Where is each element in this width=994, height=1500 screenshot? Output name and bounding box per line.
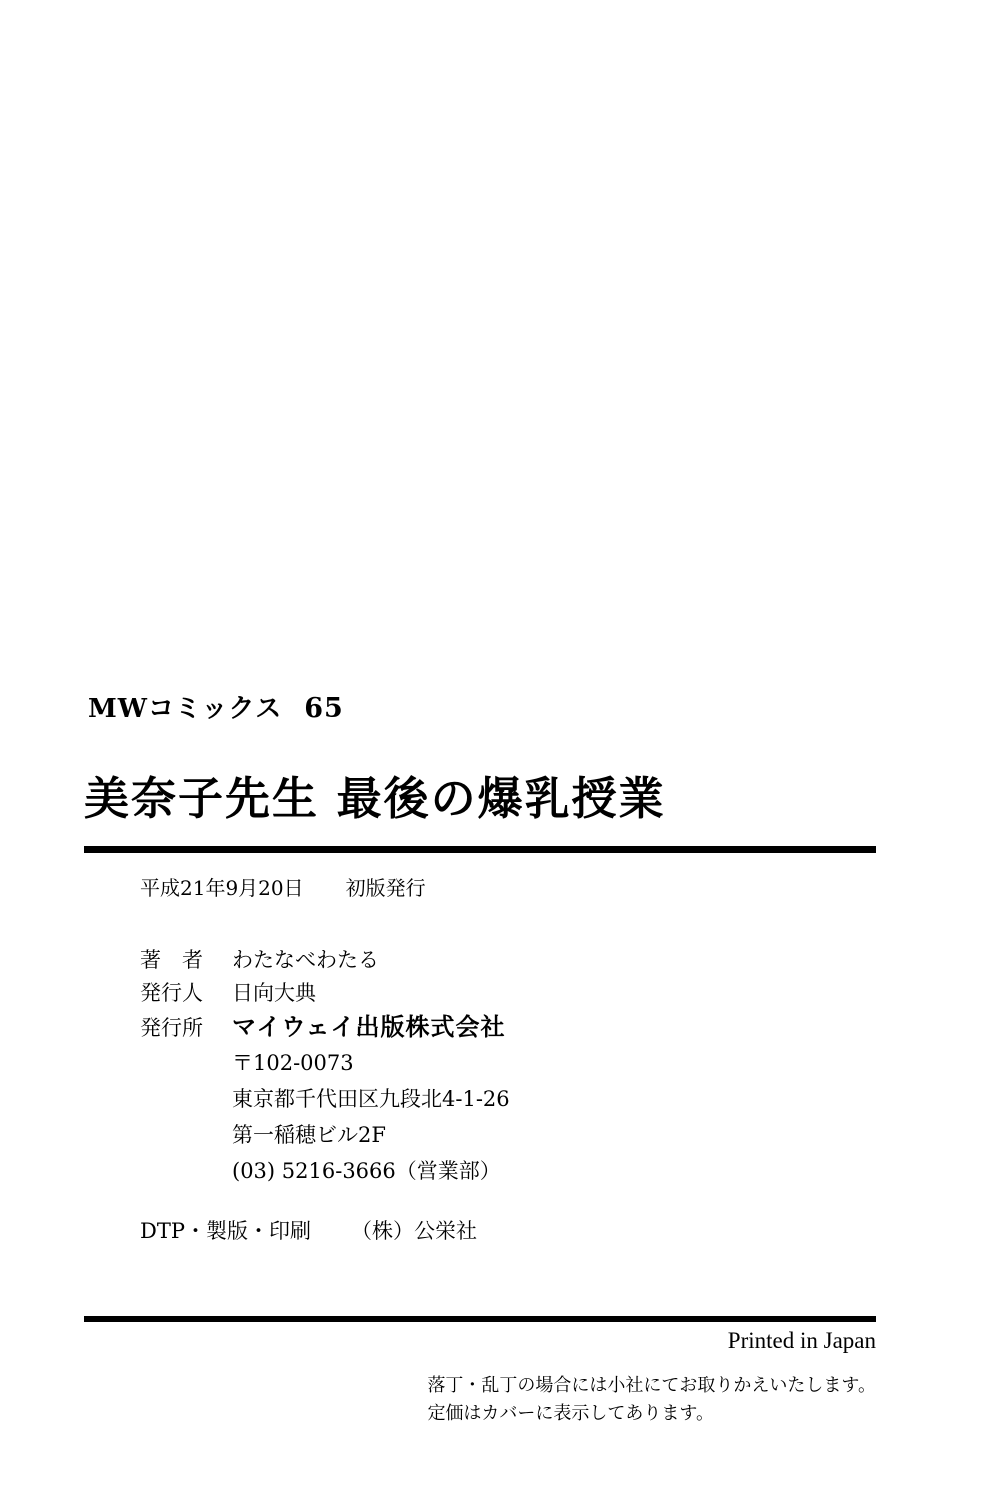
footnotes-block [427, 1372, 876, 1428]
series-label: MWコミックス [88, 694, 283, 724]
credit-value-author: わたなべわたる [232, 948, 379, 972]
printed-in-japan: Printed in Japan [727, 1328, 876, 1353]
bottom-divider [84, 1316, 876, 1322]
production-label: DTP・製版・印刷 [140, 1219, 311, 1243]
production-line [140, 1215, 477, 1245]
credit-label-publisher: 発行所 [140, 1016, 203, 1040]
publication-date: 平成21年9月20日 [140, 876, 304, 900]
address-postal-code: 〒102-0073 [232, 1051, 354, 1075]
publication-date-line [140, 872, 426, 901]
footnote-price-notice: 定価はカバーに表示してあります。 [427, 1403, 714, 1424]
address-phone: (03) 5216-3666（営業部） [232, 1159, 501, 1183]
address-building: 第一稲穂ビル2F [232, 1123, 386, 1147]
credit-label-publisher-person: 発行人 [140, 981, 203, 1005]
credit-row-publisher-person [140, 977, 510, 1010]
series-number: 65 [304, 693, 344, 724]
credit-label-author: 著 者 [140, 948, 203, 972]
credit-value-publisher: マイウェイ出版株式会社 [232, 1012, 506, 1041]
edition-label: 初版発行 [345, 876, 426, 900]
credit-row-publisher [140, 1010, 510, 1045]
credit-value-publisher-person: 日向大典 [232, 981, 316, 1005]
production-company: （株）公栄社 [350, 1219, 477, 1243]
title-divider [84, 846, 876, 853]
credits-block [140, 944, 510, 1189]
series-line [88, 688, 344, 725]
footnote-defect-notice: 落丁・乱丁の場合には小社にてお取りかえいたします。 [427, 1375, 876, 1396]
credit-row-author [140, 944, 510, 977]
publisher-address [232, 1045, 510, 1189]
book-title: 美奈子先生 最後の爆乳授業 [84, 772, 666, 825]
address-street: 東京都千代田区九段北4-1-26 [232, 1087, 510, 1111]
